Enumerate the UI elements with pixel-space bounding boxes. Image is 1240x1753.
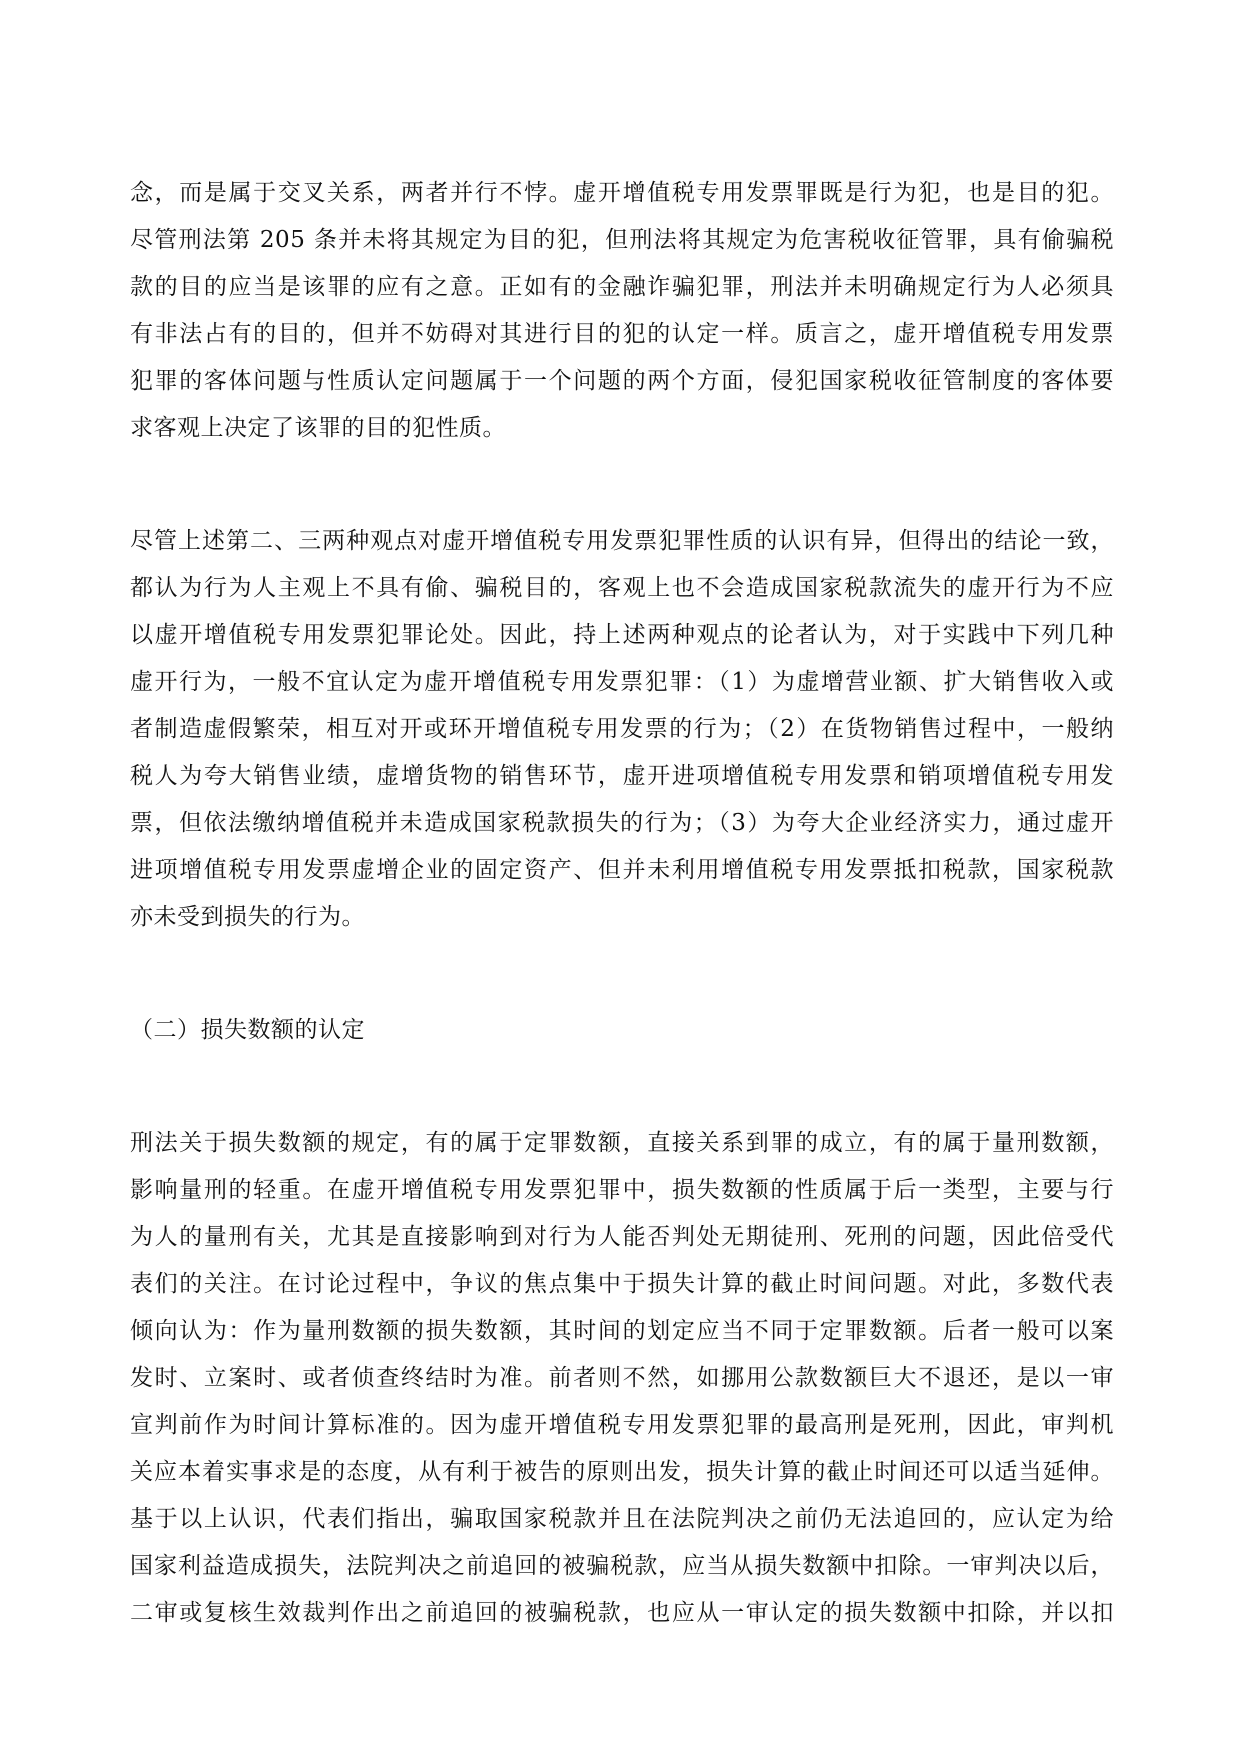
- text-line: 者制造虚假繁荣，相互对开或环开增值税专用发票的行为；（2）在货物销售过程中，一般纳: [130, 716, 1114, 742]
- text-line: 发时、立案时、或者侦查终结时为准。前者则不然，如挪用公款数额巨大不退还，是以一审: [130, 1365, 1114, 1391]
- paragraph-2: [130, 518, 1114, 941]
- text-line: 犯罪的客体问题与性质认定问题属于一个问题的两个方面，侵犯国家税收征管制度的客体要: [130, 368, 1114, 394]
- text-line: 刑法关于损失数额的规定，有的属于定罪数额，直接关系到罪的成立，有的属于量刑数额，: [130, 1130, 1114, 1156]
- section-heading: （二）损失数额的认定: [130, 1017, 365, 1043]
- text-line: 尽管上述第二、三两种观点对虚开增值税专用发票犯罪性质的认识有异，但得出的结论一致，: [130, 528, 1114, 554]
- text-line: 倾向认为：作为量刑数额的损失数额，其时间的划定应当不同于定罪数额。后者一般可以案: [130, 1318, 1114, 1344]
- text-line: 款的目的应当是该罪的应有之意。正如有的金融诈骗犯罪，刑法并未明确规定行为人必须具: [130, 274, 1114, 300]
- text-line: 都认为行为人主观上不具有偷、骗税目的，客观上也不会造成国家税款流失的虚开行为不应: [130, 575, 1114, 601]
- paragraph-spacer: [130, 452, 1114, 518]
- text-line: 念，而是属于交叉关系，两者并行不悖。虚开增值税专用发票罪既是行为犯，也是目的犯。: [130, 180, 1114, 206]
- text-line: 求客观上决定了该罪的目的犯性质。: [130, 415, 506, 441]
- document-body: [130, 170, 1114, 1637]
- text-line: 为人的量刑有关，尤其是直接影响到对行为人能否判处无期徒刑、死刑的问题，因此倍受代: [130, 1224, 1114, 1250]
- text-line: 以虚开增值税专用发票犯罪论处。因此，持上述两种观点的论者认为，对于实践中下列几种: [130, 622, 1114, 648]
- text-line: 亦未受到损失的行为。: [130, 904, 365, 930]
- text-line: 基于以上认识，代表们指出，骗取国家税款并且在法院判决之前仍无法追回的，应认定为给: [130, 1506, 1114, 1532]
- text-line: 有非法占有的目的，但并不妨碍对其进行目的犯的认定一样。质言之，虚开增值税专用发票: [130, 321, 1114, 347]
- paragraph-spacer: [130, 941, 1114, 1007]
- text-line: 表们的关注。在讨论过程中，争议的焦点集中于损失计算的截止时间问题。对此，多数代表: [130, 1271, 1114, 1297]
- text-line: 进项增值税专用发票虚增企业的固定资产、但并未利用增值税专用发票抵扣税款，国家税款: [130, 857, 1114, 883]
- text-line: 宣判前作为时间计算标准的。因为虚开增值税专用发票犯罪的最高刑是死刑，因此，审判机: [130, 1412, 1114, 1438]
- text-line: 关应本着实事求是的态度，从有利于被告的原则出发，损失计算的截止时间还可以适当延伸。: [130, 1459, 1114, 1485]
- text-line: 尽管刑法第 205 条并未将其规定为目的犯，但刑法将其规定为危害税收征管罪，具有偷骗税: [130, 227, 1114, 253]
- paragraph-3: [130, 1120, 1114, 1637]
- text-line: 票，但依法缴纳增值税并未造成国家税款损失的行为；（3）为夸大企业经济实力，通过虚开: [130, 810, 1114, 836]
- text-line: 二审或复核生效裁判作出之前追回的被骗税款，也应从一审认定的损失数额中扣除，并以扣: [130, 1600, 1114, 1626]
- text-line: 虚开行为，一般不宜认定为虚开增值税专用发票犯罪：（1）为虚增营业额、扩大销售收入或: [130, 669, 1114, 695]
- paragraph-1: [130, 170, 1114, 452]
- text-line: 税人为夸大销售业绩，虚增货物的销售环节，虚开进项增值税专用发票和销项增值税专用发: [130, 763, 1114, 789]
- paragraph-spacer: [130, 1054, 1114, 1120]
- text-line: 国家利益造成损失，法院判决之前追回的被骗税款，应当从损失数额中扣除。一审判决以后，: [130, 1553, 1114, 1579]
- text-line: 影响量刑的轻重。在虚开增值税专用发票犯罪中，损失数额的性质属于后一类型，主要与行: [130, 1177, 1114, 1203]
